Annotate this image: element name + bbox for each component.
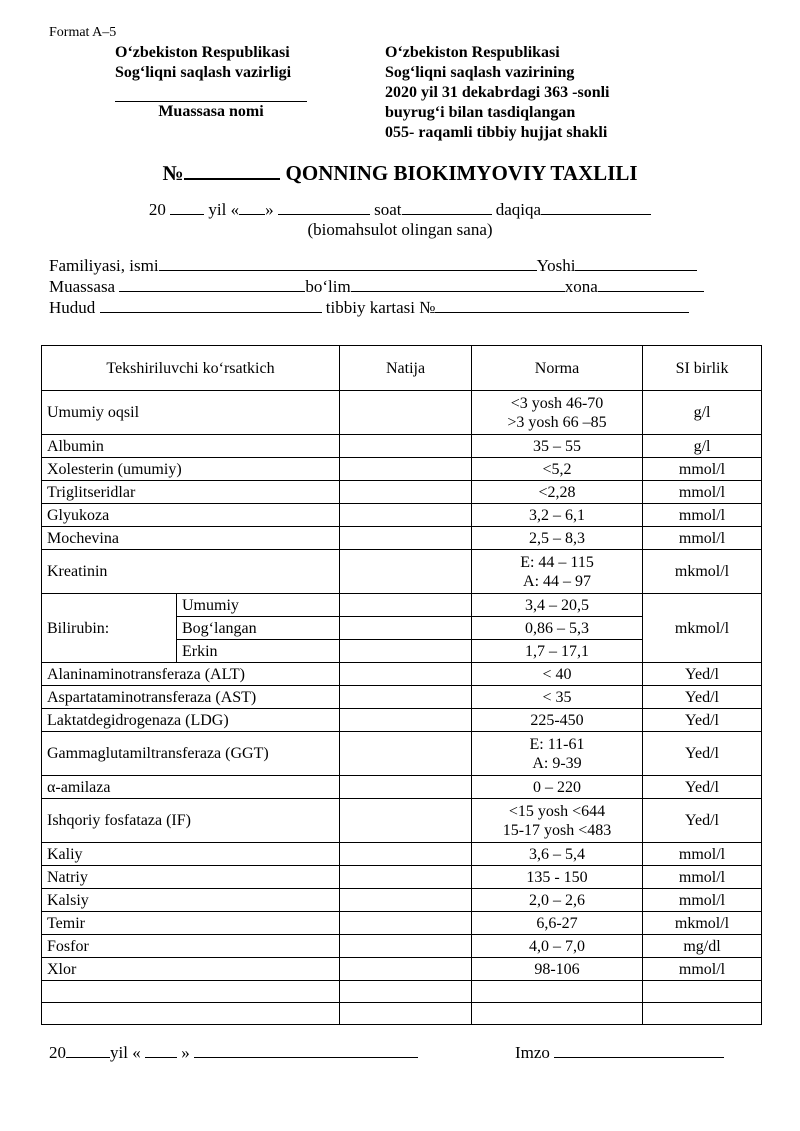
table-row bbox=[42, 935, 762, 958]
result-cell[interactable] bbox=[340, 617, 472, 640]
day-close: » bbox=[265, 200, 274, 219]
norma-cell: 3,4 – 20,5 bbox=[472, 594, 643, 617]
minute-label: daqiqa bbox=[495, 200, 542, 219]
empty-unit-cell[interactable] bbox=[643, 1003, 762, 1025]
footer-month-blank[interactable] bbox=[194, 1042, 418, 1058]
institution-label: Muassasa bbox=[49, 277, 116, 296]
indicator-name: Fosfor bbox=[42, 935, 340, 958]
table-row bbox=[42, 799, 762, 843]
unit-cell: Yed/l bbox=[643, 799, 762, 843]
footer-date bbox=[49, 1042, 418, 1063]
result-cell[interactable] bbox=[340, 981, 472, 1003]
indicator-name: Gammaglutamiltransferaza (GGT) bbox=[42, 732, 340, 776]
department-label: bo‘lim bbox=[305, 277, 351, 296]
indicator-name: α-amilaza bbox=[42, 776, 340, 799]
result-cell[interactable] bbox=[340, 709, 472, 732]
patient-institution-row bbox=[49, 276, 704, 297]
signature-blank[interactable] bbox=[554, 1042, 724, 1058]
table-row bbox=[42, 527, 762, 550]
unit-cell: Yed/l bbox=[643, 663, 762, 686]
unit-cell: mmol/l bbox=[643, 866, 762, 889]
age-blank[interactable] bbox=[575, 255, 697, 271]
header-right-line5: 055- raqamli tibbiy hujjat shakli bbox=[385, 124, 608, 141]
unit-cell: mmol/l bbox=[643, 504, 762, 527]
result-cell[interactable] bbox=[340, 935, 472, 958]
patient-name-row bbox=[49, 255, 697, 276]
unit-cell: mmol/l bbox=[643, 843, 762, 866]
norma-cell: <3 yosh 46-70 >3 yosh 66 –85 bbox=[472, 391, 643, 435]
header-unit: SI birlik bbox=[643, 346, 762, 391]
analysis-table bbox=[41, 345, 762, 1025]
document-number-blank[interactable] bbox=[184, 160, 280, 180]
table-row bbox=[42, 958, 762, 981]
header-left-line2: Sog‘liqni saqlash vazirligi bbox=[115, 64, 292, 81]
indicator-name: Aspartataminotransferaza (AST) bbox=[42, 686, 340, 709]
hour-label: soat bbox=[374, 200, 402, 219]
indicator-name: Glyukoza bbox=[42, 504, 340, 527]
title-text: QONNING BIOKIMYOVIY TAXLILI bbox=[285, 161, 638, 185]
indicator-name: Kreatinin bbox=[42, 550, 340, 594]
name-blank[interactable] bbox=[159, 255, 537, 271]
indicator-name: Albumin bbox=[42, 435, 340, 458]
region-label: Hudud bbox=[49, 298, 96, 317]
unit-cell: Yed/l bbox=[643, 686, 762, 709]
empty-indicator-cell[interactable] bbox=[42, 1003, 340, 1025]
result-cell[interactable] bbox=[340, 776, 472, 799]
result-cell[interactable] bbox=[340, 912, 472, 935]
norma-cell: 3,6 – 5,4 bbox=[472, 843, 643, 866]
region-blank[interactable] bbox=[100, 297, 322, 313]
result-cell[interactable] bbox=[340, 663, 472, 686]
result-cell[interactable] bbox=[340, 527, 472, 550]
unit-cell: Yed/l bbox=[643, 732, 762, 776]
document-title bbox=[0, 160, 800, 186]
header-norma: Norma bbox=[472, 346, 643, 391]
norma-cell: E: 44 – 115 A: 44 – 97 bbox=[472, 550, 643, 594]
header-right bbox=[385, 43, 609, 143]
year-blank[interactable] bbox=[170, 199, 204, 215]
indicator-name: Alaninaminotransferaza (ALT) bbox=[42, 663, 340, 686]
indicator-name: Ishqoriy fosfataza (IF) bbox=[42, 799, 340, 843]
name-label: Familiyasi, ismi bbox=[49, 256, 159, 275]
table-row bbox=[42, 732, 762, 776]
norma-cell: < 40 bbox=[472, 663, 643, 686]
patient-region-row bbox=[49, 297, 689, 318]
room-label: xona bbox=[564, 277, 598, 296]
result-cell[interactable] bbox=[340, 799, 472, 843]
result-cell[interactable] bbox=[340, 550, 472, 594]
empty-unit-cell[interactable] bbox=[643, 981, 762, 1003]
footer-year-label: yil « bbox=[110, 1043, 141, 1062]
header-right-line3: 2020 yil 31 dekabrdagi 363 -sonli bbox=[385, 84, 610, 101]
year-label: yil « bbox=[208, 200, 240, 219]
indicator-name: Laktatdegidrogenaza (LDG) bbox=[42, 709, 340, 732]
unit-cell: mmol/l bbox=[643, 527, 762, 550]
empty-row bbox=[42, 981, 762, 1003]
header-result: Natija bbox=[340, 346, 472, 391]
day-blank[interactable] bbox=[239, 199, 265, 215]
institution-name-label: Muassasa nomi bbox=[158, 103, 264, 120]
unit-cell: Yed/l bbox=[643, 776, 762, 799]
table-row-bilirubin bbox=[42, 594, 762, 617]
table-row bbox=[42, 550, 762, 594]
result-cell[interactable] bbox=[340, 843, 472, 866]
unit-cell: mkmol/l bbox=[643, 912, 762, 935]
number-sign: № bbox=[162, 161, 184, 185]
table-row bbox=[42, 663, 762, 686]
footer-year-blank[interactable] bbox=[66, 1042, 110, 1058]
result-cell[interactable] bbox=[340, 391, 472, 435]
result-cell[interactable] bbox=[340, 889, 472, 912]
table-row bbox=[42, 912, 762, 935]
unit-cell: mkmol/l bbox=[643, 594, 762, 663]
indicator-name: Xlor bbox=[42, 958, 340, 981]
norma-cell: 4,0 – 7,0 bbox=[472, 935, 643, 958]
norma-cell: 2,0 – 2,6 bbox=[472, 889, 643, 912]
header-left-line1: O‘zbekiston Respublikasi bbox=[115, 44, 290, 61]
footer-day-blank[interactable] bbox=[145, 1042, 177, 1058]
indicator-name: Natriy bbox=[42, 866, 340, 889]
result-cell[interactable] bbox=[340, 732, 472, 776]
minute-blank[interactable] bbox=[541, 199, 651, 215]
result-cell[interactable] bbox=[340, 458, 472, 481]
format-label: Format A–5 bbox=[49, 25, 117, 40]
unit-cell: mmol/l bbox=[643, 889, 762, 912]
table-row bbox=[42, 843, 762, 866]
norma-cell: 0,86 – 5,3 bbox=[472, 617, 643, 640]
unit-cell: mmol/l bbox=[643, 481, 762, 504]
institution-blank[interactable] bbox=[119, 276, 305, 292]
result-cell[interactable] bbox=[340, 640, 472, 663]
empty-norma-cell[interactable] bbox=[472, 1003, 643, 1025]
institution-name-blank[interactable] bbox=[115, 83, 307, 102]
unit-cell: mg/dl bbox=[643, 935, 762, 958]
indicator-name: Kalsiy bbox=[42, 889, 340, 912]
unit-cell: g/l bbox=[643, 391, 762, 435]
indicator-name-bilirubin: Bilirubin: bbox=[42, 594, 177, 663]
norma-cell: 0 – 220 bbox=[472, 776, 643, 799]
norma-cell: 1,7 – 17,1 bbox=[472, 640, 643, 663]
hour-blank[interactable] bbox=[402, 199, 492, 215]
unit-cell: mkmol/l bbox=[643, 550, 762, 594]
footer-signature bbox=[515, 1042, 724, 1063]
norma-cell: 2,5 – 8,3 bbox=[472, 527, 643, 550]
indicator-name: Xolesterin (umumiy) bbox=[42, 458, 340, 481]
norma-cell: E: 11-61 A: 9-39 bbox=[472, 732, 643, 776]
table-row bbox=[42, 481, 762, 504]
month-blank[interactable] bbox=[278, 199, 370, 215]
norma-cell: 135 - 150 bbox=[472, 866, 643, 889]
norma-cell: 225-450 bbox=[472, 709, 643, 732]
sample-date-line bbox=[0, 199, 800, 220]
result-cell[interactable] bbox=[340, 1003, 472, 1025]
header-right-line4: buyrug‘i bilan tasdiqlangan bbox=[385, 104, 576, 121]
result-cell[interactable] bbox=[340, 435, 472, 458]
result-cell[interactable] bbox=[340, 686, 472, 709]
unit-cell: mmol/l bbox=[643, 458, 762, 481]
norma-cell: 6,6-27 bbox=[472, 912, 643, 935]
header-right-line1: O‘zbekiston Respublikasi bbox=[385, 44, 560, 61]
sample-date-caption: (biomahsulot olingan sana) bbox=[307, 220, 493, 239]
date-prefix: 20 bbox=[148, 200, 166, 219]
norma-cell: <15 yosh <644 15-17 yosh <483 bbox=[472, 799, 643, 843]
result-cell[interactable] bbox=[340, 594, 472, 617]
empty-row bbox=[42, 1003, 762, 1025]
table-row bbox=[42, 686, 762, 709]
room-blank[interactable] bbox=[598, 276, 704, 292]
indicator-name: Temir bbox=[42, 912, 340, 935]
table-row bbox=[42, 458, 762, 481]
age-label: Yoshi bbox=[536, 256, 576, 275]
unit-cell: Yed/l bbox=[643, 709, 762, 732]
result-cell[interactable] bbox=[340, 504, 472, 527]
signature-label: Imzo bbox=[515, 1043, 550, 1062]
footer-day-close: » bbox=[181, 1043, 190, 1062]
header-indicator: Tekshiriluvchi ko‘rsatkich bbox=[42, 346, 340, 391]
table-row bbox=[42, 889, 762, 912]
unit-cell: g/l bbox=[643, 435, 762, 458]
department-blank[interactable] bbox=[351, 276, 565, 292]
norma-cell: < 35 bbox=[472, 686, 643, 709]
table-row bbox=[42, 709, 762, 732]
header-left bbox=[115, 43, 307, 122]
bilirubin-sub-name: Bog‘langan bbox=[177, 617, 340, 640]
header-right-line2: Sog‘liqni saqlash vazirining bbox=[385, 64, 575, 81]
norma-cell: 98-106 bbox=[472, 958, 643, 981]
empty-norma-cell[interactable] bbox=[472, 981, 643, 1003]
result-cell[interactable] bbox=[340, 866, 472, 889]
result-cell[interactable] bbox=[340, 958, 472, 981]
card-number-blank[interactable] bbox=[435, 297, 689, 313]
table-header-row bbox=[42, 346, 762, 391]
norma-cell: <5,2 bbox=[472, 458, 643, 481]
indicator-name: Mochevina bbox=[42, 527, 340, 550]
table-row bbox=[42, 866, 762, 889]
table-row bbox=[42, 391, 762, 435]
norma-cell: 3,2 – 6,1 bbox=[472, 504, 643, 527]
unit-cell: mmol/l bbox=[643, 958, 762, 981]
empty-indicator-cell[interactable] bbox=[42, 981, 340, 1003]
norma-cell: 35 – 55 bbox=[472, 435, 643, 458]
card-label: tibbiy kartasi № bbox=[325, 298, 436, 317]
indicator-name: Kaliy bbox=[42, 843, 340, 866]
footer-date-prefix: 20 bbox=[49, 1043, 66, 1062]
indicator-name: Umumiy oqsil bbox=[42, 391, 340, 435]
table-row bbox=[42, 776, 762, 799]
indicator-name: Triglitseridlar bbox=[42, 481, 340, 504]
result-cell[interactable] bbox=[340, 481, 472, 504]
table-row bbox=[42, 504, 762, 527]
norma-cell: <2,28 bbox=[472, 481, 643, 504]
table-row bbox=[42, 435, 762, 458]
bilirubin-sub-name: Umumiy bbox=[177, 594, 340, 617]
bilirubin-sub-name: Erkin bbox=[177, 640, 340, 663]
